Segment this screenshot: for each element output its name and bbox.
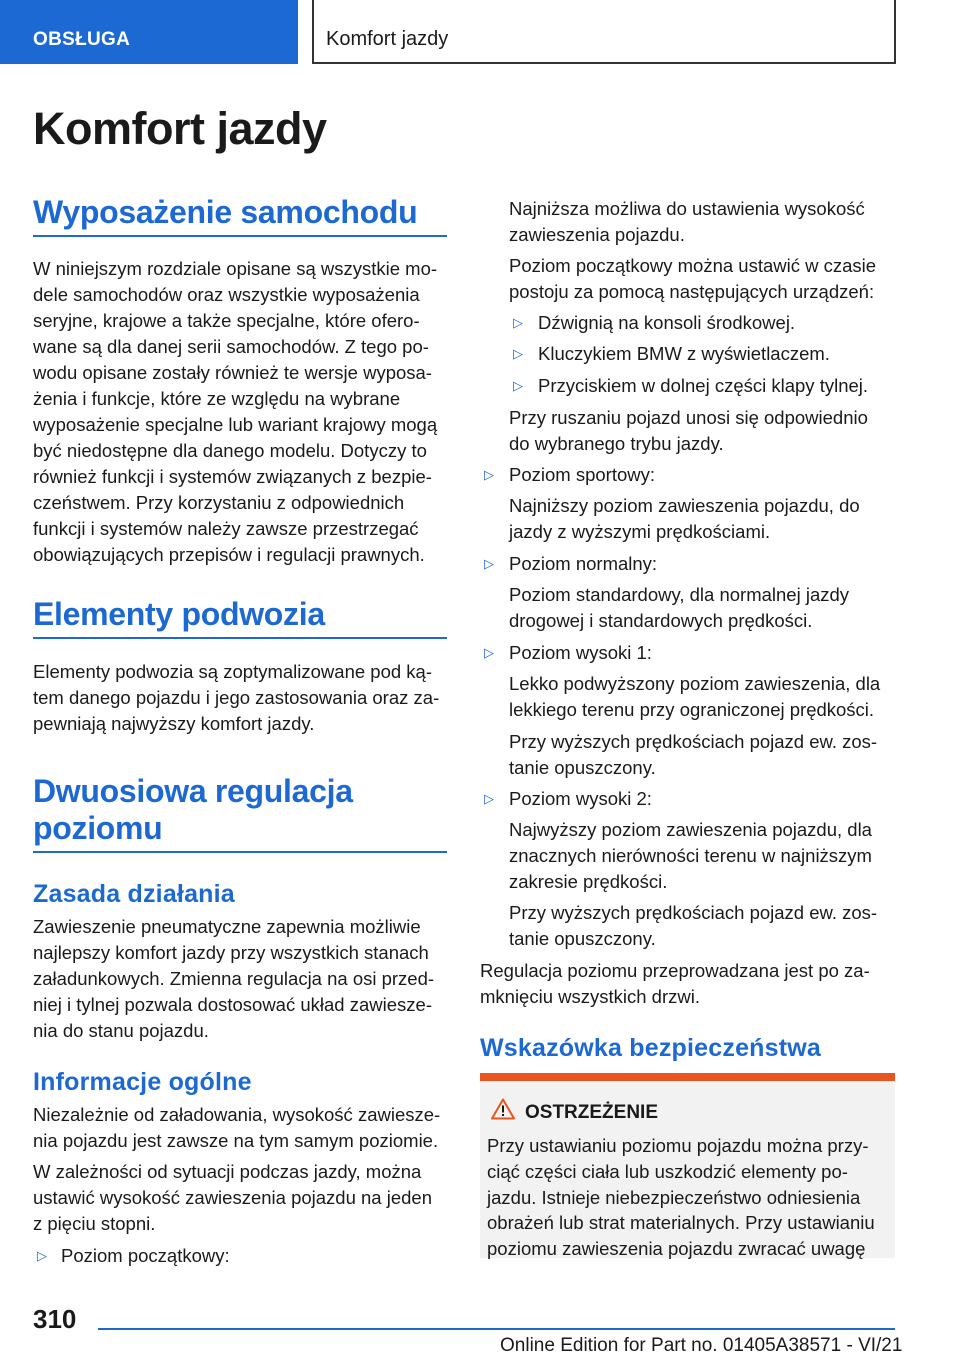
text-line: tem danego pojazdu i jego zastosowania oraz za‐ bbox=[33, 687, 440, 708]
bullet-triangle-icon: ▷ bbox=[513, 315, 523, 330]
heading-leveling-line2: poziomu bbox=[33, 810, 163, 846]
text-line: zawieszenia pojazdu. bbox=[509, 224, 685, 245]
bullet-triangle-icon: ▷ bbox=[484, 556, 494, 571]
warning-triangle-icon bbox=[491, 1098, 515, 1120]
bullet-display-key: Kluczykiem BMW z wyświetlaczem. bbox=[538, 343, 830, 364]
text-line: nia pojazdu jest zawsze na tym samym poziomie. bbox=[33, 1130, 439, 1151]
chapter-tab[interactable]: Komfort jazdy bbox=[312, 0, 896, 64]
text-line: zakresie prędkości. bbox=[509, 871, 668, 892]
text-line: Przy wyższych prędkościach pojazd ew. zos‐ bbox=[509, 902, 878, 923]
text-line: Najniższy poziom zawieszenia pojazdu, do bbox=[509, 495, 860, 516]
bullet-triangle-icon: ▷ bbox=[484, 467, 494, 482]
text-line: z pięciu stopni. bbox=[33, 1213, 156, 1234]
warning-bar bbox=[480, 1073, 895, 1081]
text-line: Najwyższy poziom zawieszenia pojazdu, dla bbox=[509, 819, 872, 840]
text-line: Poziom standardowy, dla normalnej jazdy bbox=[509, 584, 850, 605]
heading-chassis: Elementy podwozia bbox=[33, 596, 325, 632]
bullet-tailgate-button: Przyciskiem w dolnej części klapy tylnej. bbox=[538, 375, 869, 396]
text-line: najlepszy komfort jazdy przy wszystkich stanach bbox=[33, 942, 429, 963]
page-title: Komfort jazdy bbox=[33, 103, 327, 154]
text-line: Regulacja poziomu przeprowadzana jest po za‐ bbox=[480, 960, 870, 981]
text-line: znacznych nierówności terenu w najniższym bbox=[509, 845, 872, 866]
subheading-principle: Zasada działania bbox=[33, 880, 235, 908]
text-line: Elementy podwozia są zoptymalizowane pod ką‐ bbox=[33, 661, 432, 682]
bullet-console-lever: Dźwignią na konsoli środkowej. bbox=[538, 312, 796, 333]
text-line: tanie opuszczony. bbox=[509, 757, 656, 778]
bullet-high2-level: Poziom wysoki 2: bbox=[509, 788, 652, 809]
text-line: ustawić wysokość zawieszenia pojazdu na jeden bbox=[33, 1187, 432, 1208]
footer-edition: Online Edition for Part no. 01405A38571 - VI/21 bbox=[500, 1335, 903, 1356]
text-line: Poziom początkowy można ustawić w czasie bbox=[509, 255, 877, 276]
bullet-triangle-icon: ▷ bbox=[484, 791, 494, 806]
text-line: Przy wyższych prędkościach pojazd ew. zos‐ bbox=[509, 731, 878, 752]
divider bbox=[33, 851, 447, 853]
text-line: Przy ustawianiu poziomu pojazdu można przy‐ bbox=[487, 1135, 869, 1156]
text-line: ciąć części ciała lub uszkodzić elementy po‐ bbox=[487, 1160, 848, 1182]
text-line: do wybranego trybu jazdy. bbox=[509, 433, 724, 454]
subheading-general: Informacje ogólne bbox=[33, 1068, 252, 1096]
bullet-triangle-icon: ▷ bbox=[513, 378, 523, 393]
text-line: nia do stanu pojazdu. bbox=[33, 1020, 209, 1041]
text-line: obowiązujących przepisów i regulacji prawnych. bbox=[33, 544, 425, 565]
footer-divider bbox=[98, 1328, 895, 1330]
subheading-safety: Wskazówka bezpieczeństwa bbox=[480, 1034, 822, 1062]
text-line: pewniają najwyższy komfort jazdy. bbox=[33, 713, 315, 734]
bullet-triangle-icon: ▷ bbox=[484, 645, 494, 660]
text-line: obrażeń lub strat materialnych. Przy ustawianiu bbox=[487, 1212, 875, 1234]
text-line: wyposażenie specjalne lub wariant krajowy mogą bbox=[33, 414, 438, 435]
bullet-high1-level: Poziom wysoki 1: bbox=[509, 642, 652, 663]
text-line: W niniejszym rozdziale opisane są wszystkie mo‐ bbox=[33, 258, 438, 279]
text-line: niej i tylnej pozwala dostosować układ zawiesze‐ bbox=[33, 994, 432, 1015]
text-line: jazdy z wyższymi prędkościami. bbox=[509, 521, 771, 542]
text-line: tanie opuszczony. bbox=[509, 928, 656, 949]
divider bbox=[33, 235, 447, 237]
divider bbox=[33, 637, 447, 639]
text-line: funkcji i systemów należy zawsze przestrzegać bbox=[33, 518, 419, 539]
bullet-start-level: Poziom początkowy: bbox=[61, 1245, 230, 1266]
text-line: dele samochodów oraz wszystkie wyposażenia bbox=[33, 284, 420, 305]
bullet-triangle-icon: ▷ bbox=[513, 346, 523, 361]
text-line: Lekko podwyższony poziom zawieszenia, dla bbox=[509, 673, 881, 694]
text-line: mknięciu wszystkich drzwi. bbox=[480, 986, 700, 1007]
text-line: być niedostępne dla danego modelu. Dotyczy to bbox=[33, 440, 427, 461]
warning-text bbox=[487, 1133, 887, 1262]
heading-equipment: Wyposażenie samochodu bbox=[33, 194, 418, 230]
text-line: załadunkowych. Zmienna regulacja na osi przed‐ bbox=[33, 968, 435, 989]
text-line: wane są dla danej serii samochodów. Z tego po‐ bbox=[33, 336, 429, 357]
text-line: jazdu. Istnieje niebezpieczeństwo odniesienia bbox=[487, 1186, 861, 1208]
warning-title: OSTRZEŻENIE bbox=[525, 1102, 659, 1123]
text-line: również funkcji i systemów związanych z bezpie‐ bbox=[33, 466, 432, 487]
text-line: Zawieszenie pneumatyczne zapewnia możliwie bbox=[33, 916, 421, 937]
text-line: W zależności od sytuacji podczas jazdy, można bbox=[33, 1161, 422, 1182]
text-line: Przy ruszaniu pojazd unosi się odpowiednio bbox=[509, 407, 868, 428]
text-line: wodu opisane zostały również te wersje wyposa‐ bbox=[33, 362, 432, 383]
bullet-sport-level: Poziom sportowy: bbox=[509, 464, 655, 485]
text-line: lekkiego terenu przy ograniczonej prędkości. bbox=[509, 699, 875, 720]
text-line: Niezależnie od załadowania, wysokość zawiesze‐ bbox=[33, 1104, 441, 1125]
bullet-triangle-icon: ▷ bbox=[37, 1248, 47, 1263]
bullet-normal-level: Poziom normalny: bbox=[509, 553, 658, 574]
heading-leveling-line1: Dwuosiowa regulacja bbox=[33, 773, 353, 809]
page-number: 310 bbox=[33, 1304, 77, 1334]
section-tab[interactable]: OBSŁUGA bbox=[0, 0, 298, 64]
text-line: żenia i funkcje, które ze względu na wybrane bbox=[33, 388, 401, 409]
text-line: seryjne, krajowe a także specjalne, które ofero‐ bbox=[33, 310, 420, 331]
text-line: poziomu zawieszenia pojazdu zwracać uwagę bbox=[487, 1238, 866, 1260]
text-line: postoju za pomocą następujących urządzeń: bbox=[509, 281, 875, 302]
text-line: Najniższa możliwa do ustawienia wysokość bbox=[509, 198, 865, 219]
text-line: drogowej i standardowych prędkości. bbox=[509, 610, 813, 631]
text-line: czeństwem. Przy korzystaniu z odpowiednich bbox=[33, 492, 405, 513]
